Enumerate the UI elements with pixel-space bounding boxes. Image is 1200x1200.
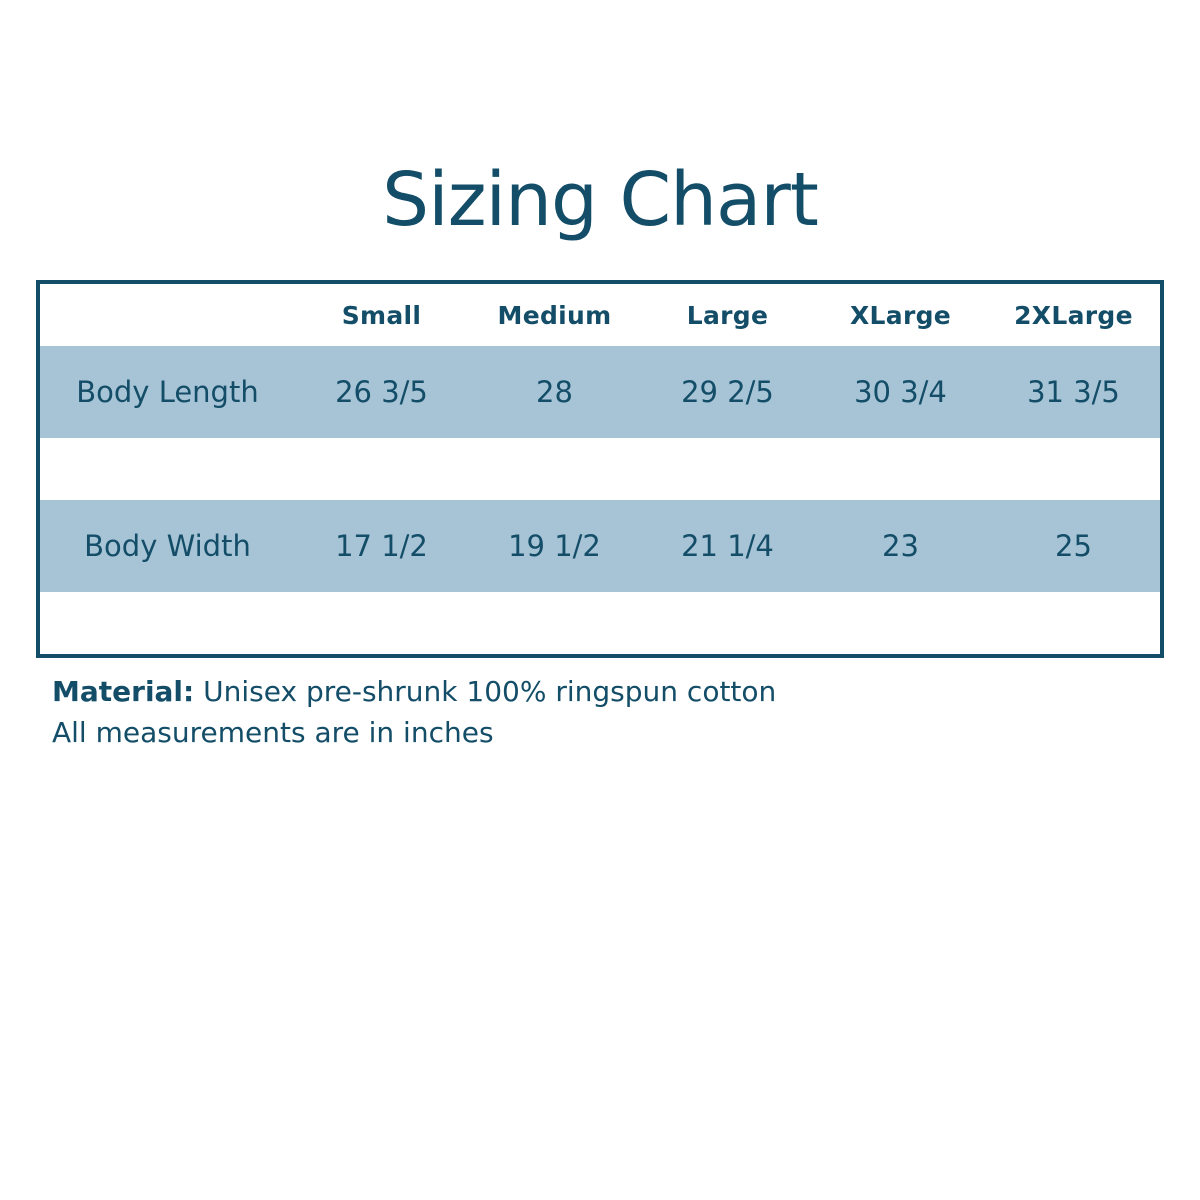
footnotes bbox=[52, 672, 776, 753]
cell-body-width-medium: 19 1/2 bbox=[508, 529, 601, 563]
column-header-row-label bbox=[40, 284, 295, 346]
cell-body-width-xlarge: 23 bbox=[882, 529, 919, 563]
spacer-cell bbox=[295, 438, 468, 500]
table-spacer-row bbox=[40, 592, 1160, 654]
sizing-table-container bbox=[36, 280, 1164, 658]
material-value: Unisex pre-shrunk 100% ringspun cotton bbox=[203, 675, 777, 708]
cell-body-width-2xlarge: 25 bbox=[1055, 529, 1092, 563]
cell-body-width-large: 21 1/4 bbox=[681, 529, 774, 563]
cell-body-length-xlarge: 30 3/4 bbox=[854, 375, 947, 409]
table-body bbox=[40, 346, 1160, 654]
column-header-medium: Medium bbox=[497, 300, 612, 330]
table-row bbox=[40, 500, 1160, 592]
cell-body-width-small: 17 1/2 bbox=[335, 529, 428, 563]
cell-body-length-medium: 28 bbox=[536, 375, 573, 409]
spacer-cell bbox=[987, 592, 1160, 654]
spacer-cell bbox=[40, 438, 295, 500]
column-header-large: Large bbox=[686, 300, 769, 330]
spacer-cell bbox=[641, 438, 814, 500]
cell-body-length-large: 29 2/5 bbox=[681, 375, 774, 409]
spacer-cell bbox=[641, 592, 814, 654]
table-header-row bbox=[40, 284, 1160, 346]
measurements-note: All measurements are in inches bbox=[52, 715, 494, 749]
column-header-2xlarge: 2XLarge bbox=[1014, 300, 1133, 330]
spacer-cell bbox=[468, 438, 641, 500]
row-label-body-width: Body Width bbox=[84, 529, 251, 563]
material-label: Material: bbox=[52, 675, 195, 708]
sizing-table bbox=[40, 284, 1160, 654]
table-row bbox=[40, 346, 1160, 438]
column-header-small: Small bbox=[341, 300, 422, 330]
spacer-cell bbox=[468, 592, 641, 654]
column-header-xlarge: XLarge bbox=[849, 300, 952, 330]
table-head bbox=[40, 284, 1160, 346]
page-title: Sizing Chart bbox=[382, 157, 818, 243]
cell-body-length-small: 26 3/5 bbox=[335, 375, 428, 409]
spacer-cell bbox=[814, 592, 987, 654]
cell-body-length-2xlarge: 31 3/5 bbox=[1027, 375, 1120, 409]
spacer-cell bbox=[40, 592, 295, 654]
table-spacer-row bbox=[40, 438, 1160, 500]
spacer-cell bbox=[987, 438, 1160, 500]
spacer-cell bbox=[295, 592, 468, 654]
material-note bbox=[52, 672, 776, 713]
row-label-body-length: Body Length bbox=[76, 375, 259, 409]
spacer-cell bbox=[814, 438, 987, 500]
